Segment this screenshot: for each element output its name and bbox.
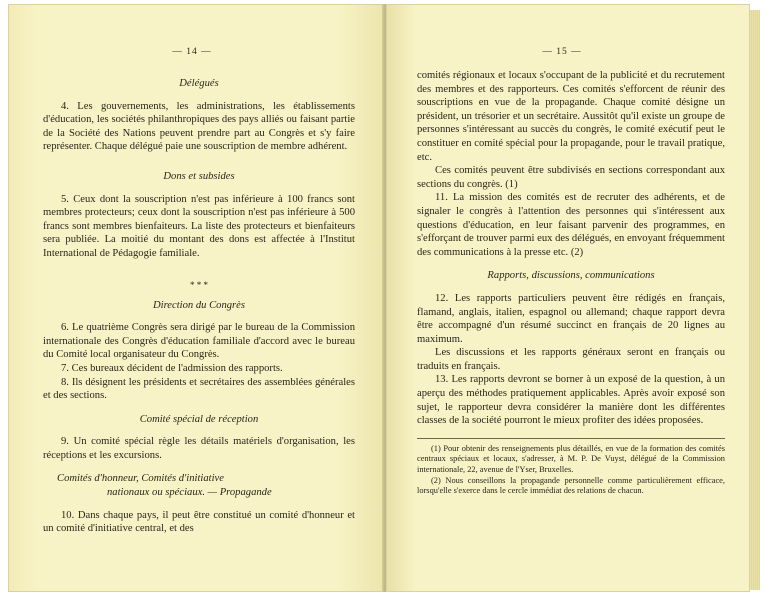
- footnote-2: (2) Nous conseillons la propagande personnelle comme particulièrement efficace, lorsqu'elle s'exerce dans le cercle immédiat des relations de chacun.: [417, 476, 725, 496]
- paragraph-4: 4. Les gouvernements, les administrations, les établissements d'éducation, les sociétés philanthropiques des pays alliés ou faisant partie de la Société des Nations peuvent prendre part au Congrès et s'y faire représenter. Chaque délégué paie une souscription de membre adhérent.: [43, 100, 355, 153]
- left-page-content: [43, 43, 355, 536]
- paragraph-discussions: Les discussions et les rapports généraux seront en français ou traduits en français.: [417, 347, 725, 372]
- paragraph-11: 11. La mission des comités est de recruter des adhérents, et de signaler le congrès à l'attention des personnes qui s'intéressent aux questions d'éducation, en leur faisant parvenir des programmes, en s'efforçant de trouver parmi eux des délégués, en envoyant fréquemment des communications à la presse etc. (2): [417, 192, 725, 258]
- heading-comites-line-2: nationaux ou spéciaux. — Propagande: [107, 487, 272, 499]
- open-book: [8, 4, 760, 594]
- heading-delegues: Délégués: [179, 78, 219, 89]
- footnotes: [417, 438, 725, 497]
- paragraph-5: 5. Ceux dont la souscription n'est pas inférieure à 100 francs sont membres protecteurs; ceux dont la souscription n'est pas inférieure à 500 francs sont membres bienfaiteurs. La liste des protecteurs et bienfaiteurs sera publiée. La moitié du montant des dons est affectée à l'Institut International de Pédagogie familiale.: [43, 193, 355, 259]
- paragraph-12: 12. Les rapports particuliers peuvent être rédigés en français, flamand, anglais, italien, espagnol ou allemand; chaque rapport devra être accompagné d'un résumé succinct en français de 20 lignes au maximum.: [417, 292, 725, 345]
- page-edges: [750, 10, 760, 590]
- heading-direction-du-congres: Direction du Congrès: [152, 299, 245, 311]
- paragraph-9: 9. Un comité spécial règle les détails matériels d'organisation, les réceptions et les excursions.: [43, 436, 355, 461]
- paragraph-13: 13. Les rapports devront se borner à un exposé de la question, à un aperçu des méthodes pratiquement applicables. Après avoir exposé son sujet, le rapporteur devra considérer la manière dont les différentes classes de la société pourront le mieux profiter des idées proposées.: [417, 374, 725, 427]
- paragraph-7: 7. Ces bureaux décident de l'admission des rapports.: [61, 362, 283, 374]
- paragraph-8: 8. Ils désignent les présidents et secrétaires des assemblées générales et des sections.: [43, 376, 355, 402]
- right-page-content: [417, 69, 725, 498]
- heading-comites-d-honneur: [43, 472, 355, 499]
- paragraph-6: 6. Le quatrième Congrès sera dirigé par le bureau de la Commission internationale des Congrès d'éducation familiale d'accord avec le bureau du Comité local organisateur du Congrès.: [43, 322, 355, 361]
- heading-rapports-discussions: Rapports, discussions, communications: [487, 270, 655, 282]
- heading-comites-line-1: Comités d'honneur, Comités d'initiative: [57, 473, 224, 485]
- footnote-1: (1) Pour obtenir des renseignements plus détaillés, en vue de la formation des comités centraux spéciaux et locaux, s'adresser, à M. P. De Vuyst, délégué de la Commission internationale, 22, avenue de l'Yser, Bruxelles.: [417, 443, 725, 474]
- section-separator: * * *: [190, 279, 208, 290]
- page-number-left: — 14 —: [172, 47, 212, 57]
- paragraph-sections: Ces comités peuvent être subdivisés en sections correspondant aux sections du congrès. (1): [417, 165, 725, 190]
- right-page: [386, 4, 750, 592]
- paragraph-10-continued: comités régionaux et locaux s'occupant de la publicité et du recrutement des membres et des rapporteurs. Ces comités s'efforcent de réunir des souscriptions en vue de la propagande. Chaque comité désigne un président, un trésorier et un secrétaire. Aussitôt qu'il existe un groupe de personnes s'intéressant au succès du congrès, le comité exécutif peut le constituer en comité spécial pour la propagande, pour le travail pratique, etc.: [417, 70, 725, 163]
- page-number-right: — 15 —: [542, 47, 582, 57]
- paragraph-10: 10. Dans chaque pays, il peut être constitué un comité d'honneur et un comité d'initiative central, et des: [43, 509, 355, 535]
- left-page: [8, 4, 384, 592]
- heading-dons-et-subsides: Dons et subsides: [163, 170, 235, 182]
- heading-comite-special-de-reception: Comité spécial de réception: [139, 413, 259, 425]
